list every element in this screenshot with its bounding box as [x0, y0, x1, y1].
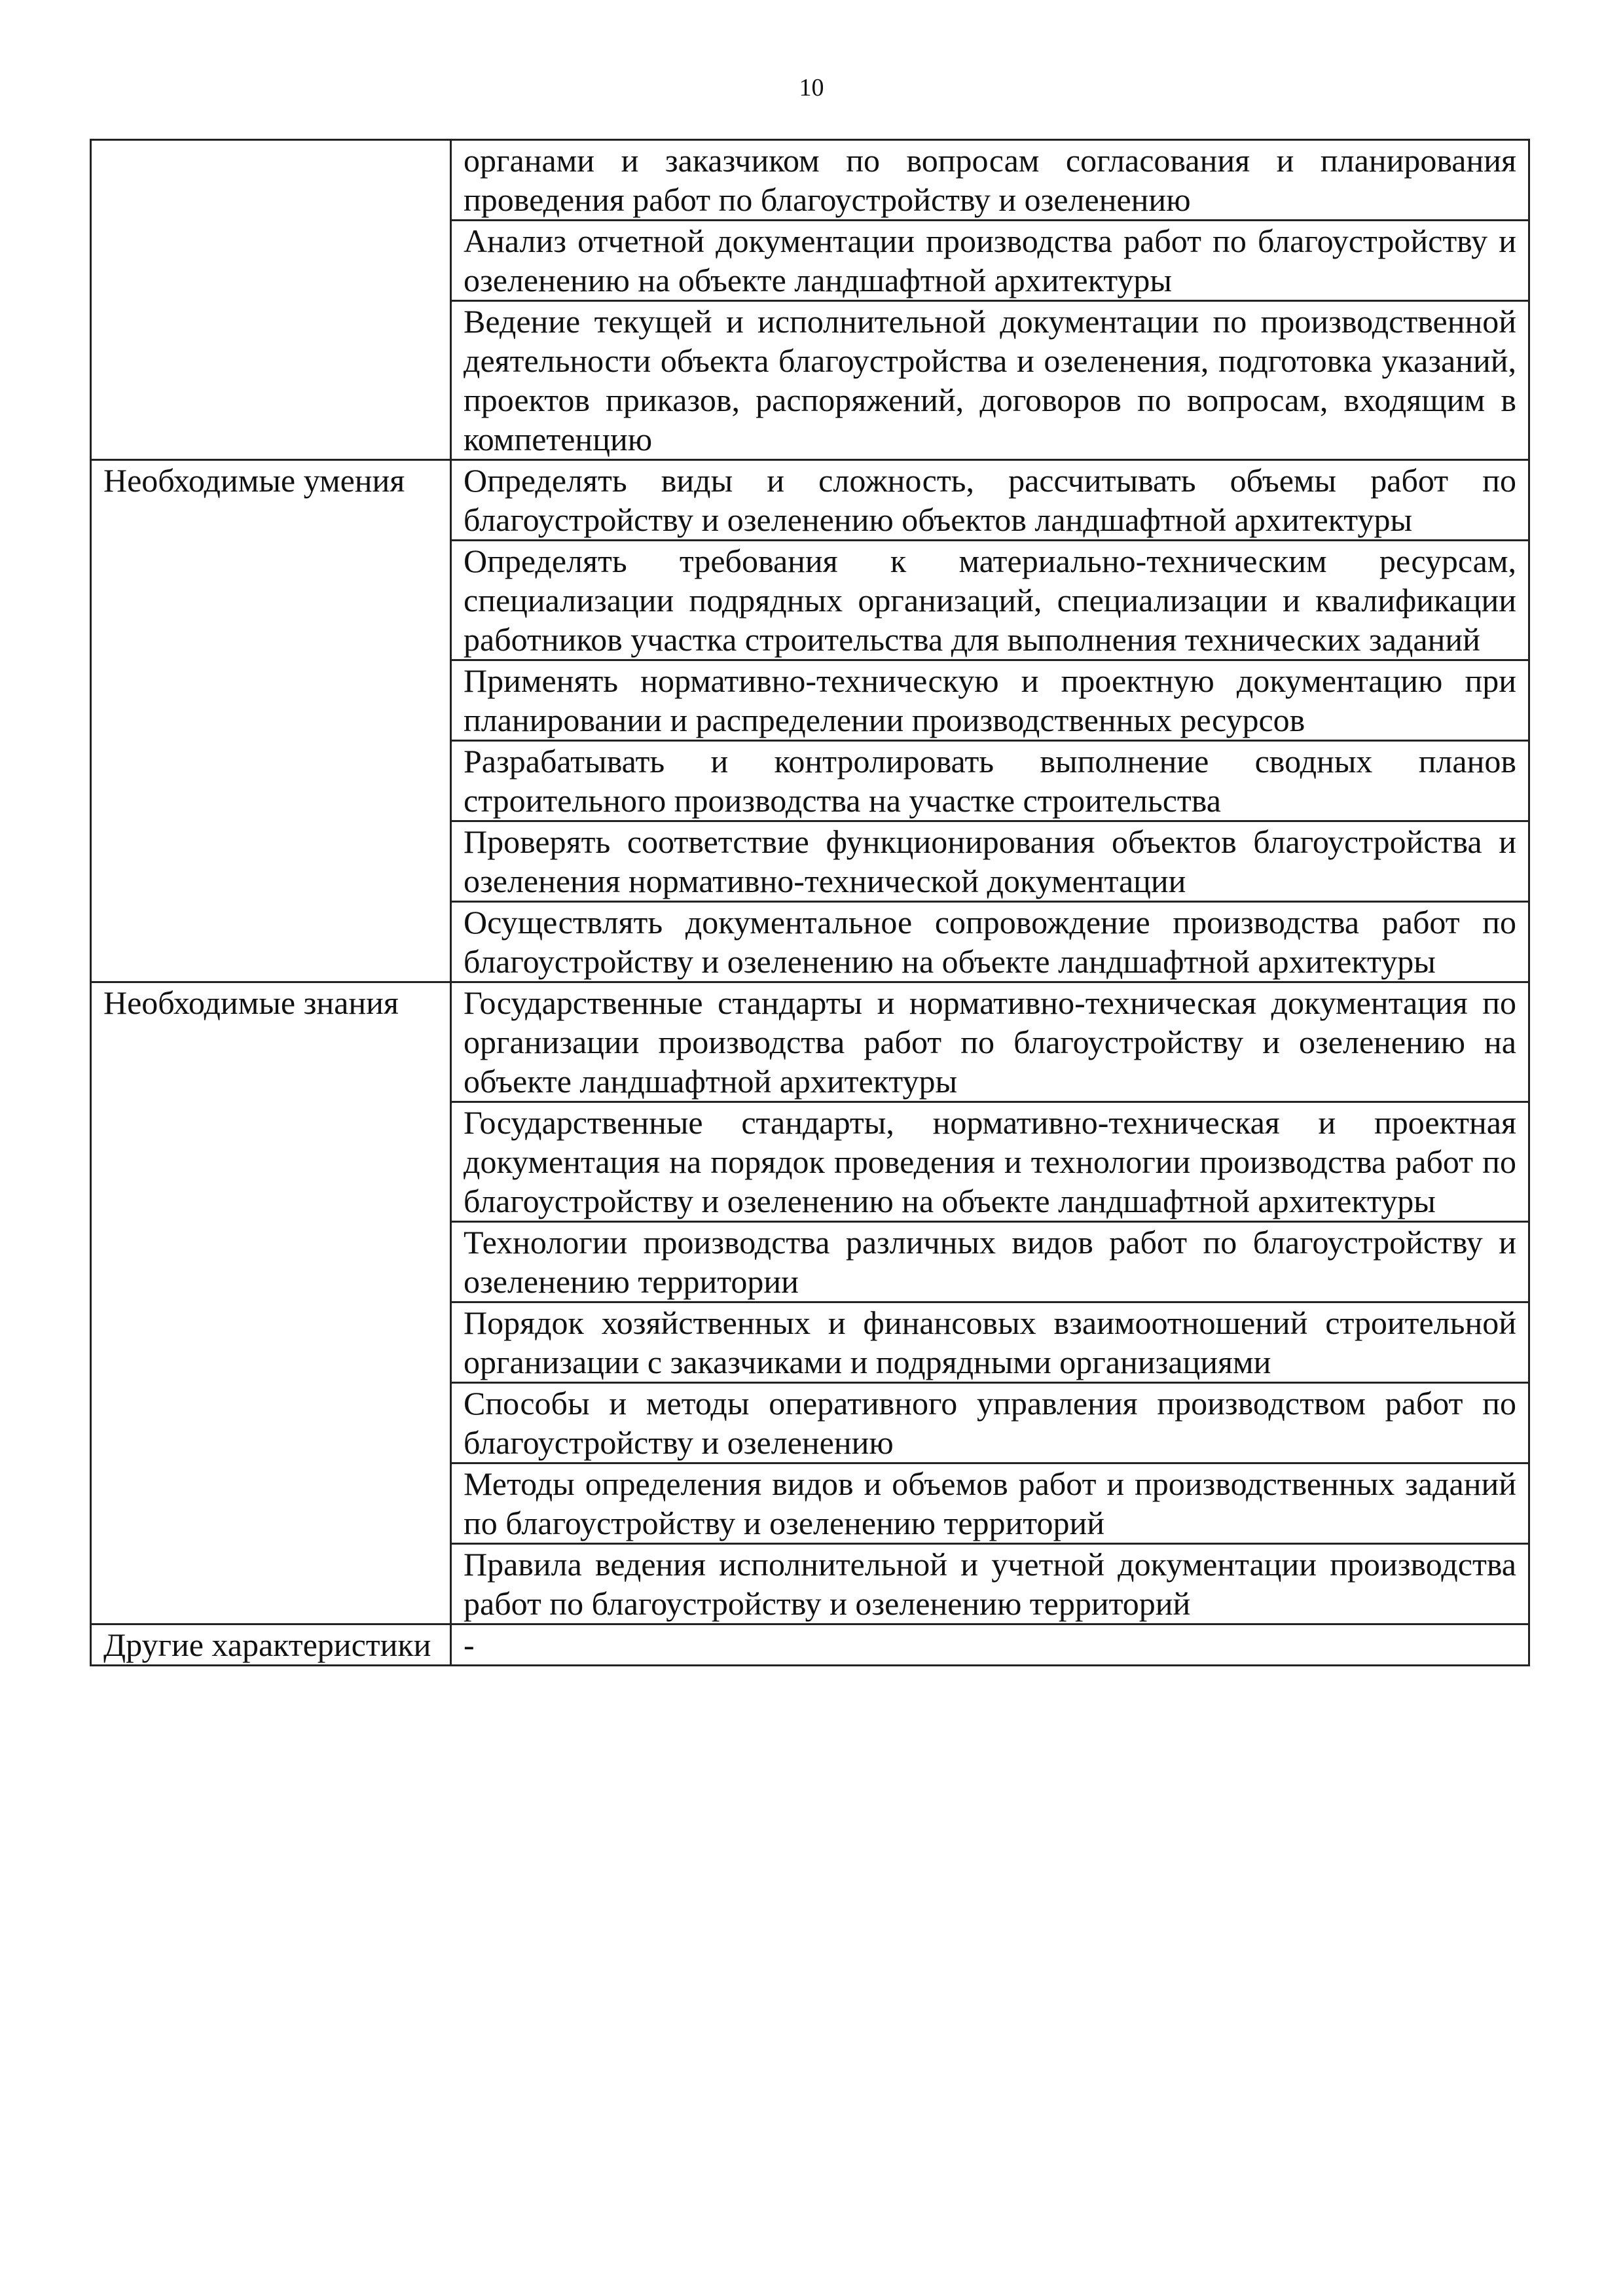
table-row: [91, 982, 1529, 1102]
table-cell: Применять нормативно-техническую и проектную документацию при планировании и распределении производственных ресурсов: [451, 660, 1529, 741]
table-row: [91, 1624, 1529, 1666]
table-row: [91, 460, 1529, 541]
table-cell: Анализ отчетной документации производства работ по благоустройству и озеленению на объекте ландшафтной архитектуры: [451, 221, 1529, 301]
table-cell: Методы определения видов и объемов работ и производственных заданий по благоустройству и озеленению территорий: [451, 1463, 1529, 1544]
page-number: 10: [799, 74, 824, 101]
skills-label: Необходимые умения: [91, 460, 451, 982]
table-cell: Определять виды и сложность, рассчитывать объемы работ по благоустройству и озеленению объектов ландшафтной архитектуры: [451, 460, 1529, 541]
table-cell: Определять требования к материально-техническим ресурсам, специализации подрядных организаций, специализации и квалификации работников участка строительства для выполнения технических заданий: [451, 541, 1529, 660]
table-cell: органами и заказчиком по вопросам согласования и планирования проведения работ по благоустройству и озеленению: [451, 140, 1529, 221]
table-cell: Способы и методы оперативного управления производством работ по благоустройству и озеленению: [451, 1383, 1529, 1463]
table-cell: Ведение текущей и исполнительной документации по производственной деятельности объекта благоустройства и озеленения, подготовка указаний, проектов приказов, распоряжений, договоров по вопросам, входящим в компетенцию: [451, 301, 1529, 460]
empty-label-cell: [91, 140, 451, 460]
characteristics-table: [90, 139, 1530, 1666]
table-cell: Осуществлять документальное сопровождение производства работ по благоустройству и озеленению на объекте ландшафтной архитектуры: [451, 902, 1529, 982]
table-cell: Порядок хозяйственных и финансовых взаимоотношений строительной организации с заказчиками и подрядными организациями: [451, 1302, 1529, 1383]
other-label: Другие характеристики: [91, 1624, 451, 1666]
table-cell: Государственные стандарты, нормативно-техническая и проектная документация на порядок проведения и технологии производства работ по благоустройству и озеленению на объекте ландшафтной архитектуры: [451, 1102, 1529, 1222]
other-value: -: [451, 1624, 1529, 1666]
table-cell: Разрабатывать и контролировать выполнение сводных планов строительного производства на участке строительства: [451, 741, 1529, 821]
table-cell: Технологии производства различных видов работ по благоустройству и озеленению территории: [451, 1222, 1529, 1302]
table-cell: Государственные стандарты и нормативно-техническая документация по организации производства работ по благоустройству и озеленению на объекте ландшафтной архитектуры: [451, 982, 1529, 1102]
knowledge-label: Необходимые знания: [91, 982, 451, 1624]
table-cell: Проверять соответствие функционирования объектов благоустройства и озеленения нормативно-технической документации: [451, 821, 1529, 902]
table-row: [91, 140, 1529, 221]
table-cell: Правила ведения исполнительной и учетной документации производства работ по благоустройству и озеленению территорий: [451, 1544, 1529, 1624]
